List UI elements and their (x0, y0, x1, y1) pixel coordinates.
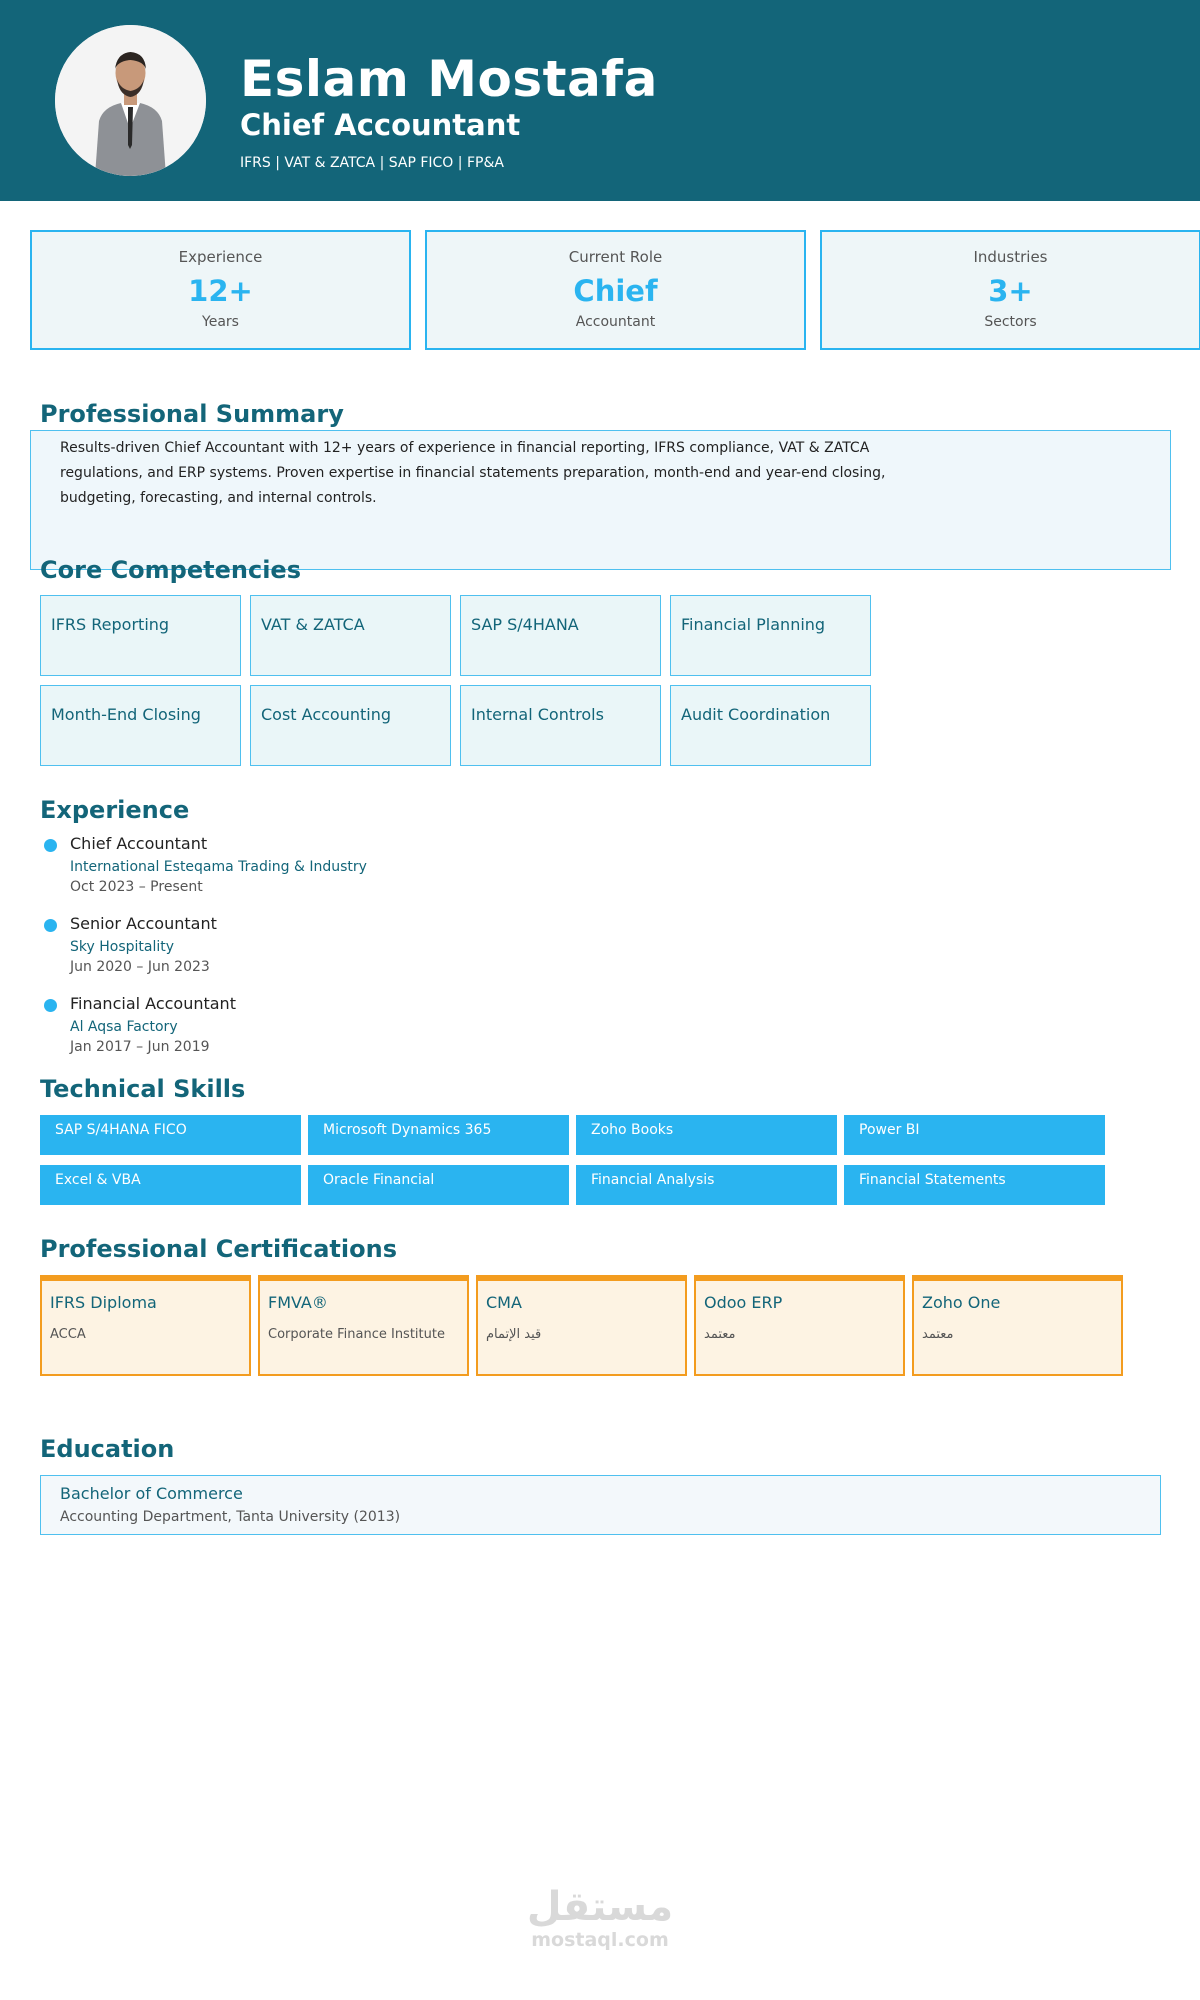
certification-card (912, 1275, 1123, 1376)
candidate-name: Eslam Mostafa (240, 50, 658, 108)
stat-sub: Accountant (575, 314, 656, 330)
certification-issuer: معتمد (922, 1327, 954, 1342)
header-tags: IFRS | VAT & ZATCA | SAP FICO | FP&A (240, 155, 504, 171)
stat-value: 12+ (188, 274, 253, 308)
job-dates: Jan 2017 – Jun 2019 (70, 1039, 210, 1055)
profile-photo-icon (55, 25, 206, 176)
summary-text: Results-driven Chief Accountant with 12+ years of experience in financial reporting, IFRS compliance, VAT & ZATCA regulations, and ERP systems. Proven expertise in financial statements preparation, month-end and year-end closing, budgeting, forecasting, and internal controls. (60, 440, 886, 506)
certification-name: Odoo ERP (704, 1293, 783, 1312)
certification-name: CMA (486, 1293, 522, 1312)
competencies-heading: Core Competencies (40, 556, 301, 584)
avatar (55, 25, 206, 176)
timeline-dot-icon (44, 999, 57, 1012)
job-title: Financial Accountant (70, 994, 236, 1013)
certification-issuer: معتمد (704, 1327, 736, 1342)
education-degree: Bachelor of Commerce (60, 1484, 243, 1503)
stat-sub: Years (202, 314, 239, 330)
competency-item: Financial Planning (670, 595, 871, 676)
mostaql-watermark (520, 1885, 680, 1951)
stat-card-industries (820, 230, 1200, 350)
stat-value: 3+ (988, 274, 1033, 308)
skill-tag: Power BI (844, 1115, 1105, 1155)
skill-tag: Excel & VBA (40, 1165, 301, 1205)
certification-name: IFRS Diploma (50, 1293, 157, 1312)
certification-card (476, 1275, 687, 1376)
competency-item: Cost Accounting (250, 685, 451, 766)
certification-issuer: ACCA (50, 1327, 86, 1342)
job-dates: Jun 2020 – Jun 2023 (70, 959, 210, 975)
competency-item: SAP S/4HANA (460, 595, 661, 676)
timeline-dot-icon (44, 839, 57, 852)
education-card (40, 1475, 1161, 1535)
certification-issuer: قيد الإتمام (486, 1327, 542, 1342)
watermark-arabic: مستقل (526, 1884, 674, 1930)
summary-heading: Professional Summary (40, 400, 344, 428)
competency-item: Audit Coordination (670, 685, 871, 766)
certification-name: FMVA® (268, 1293, 328, 1312)
stat-label: Industries (973, 248, 1048, 266)
job-company: Al Aqsa Factory (70, 1019, 178, 1035)
candidate-title: Chief Accountant (240, 108, 521, 142)
education-heading: Education (40, 1435, 175, 1463)
experience-heading: Experience (40, 796, 190, 824)
skills-heading: Technical Skills (40, 1075, 246, 1103)
certification-name: Zoho One (922, 1293, 1001, 1312)
header-banner (0, 0, 1200, 201)
stat-value: Chief (573, 274, 658, 308)
job-company: Sky Hospitality (70, 939, 175, 955)
stat-card-experience (30, 230, 411, 350)
competency-item: Internal Controls (460, 685, 661, 766)
stat-card-current-role (425, 230, 806, 350)
timeline-dot-icon (44, 919, 57, 932)
certification-card (258, 1275, 469, 1376)
education-details: Accounting Department, Tanta University (2013) (60, 1509, 401, 1525)
competency-item: IFRS Reporting (40, 595, 241, 676)
certifications-heading: Professional Certifications (40, 1235, 397, 1263)
stat-label: Current Role (568, 248, 663, 266)
skill-tag: SAP S/4HANA FICO (40, 1115, 301, 1155)
certification-card (40, 1275, 251, 1376)
certification-card (694, 1275, 905, 1376)
skill-tag: Financial Analysis (576, 1165, 837, 1205)
competency-item: VAT & ZATCA (250, 595, 451, 676)
skill-tag: Financial Statements (844, 1165, 1105, 1205)
job-title: Chief Accountant (70, 834, 208, 853)
stat-sub: Sectors (984, 314, 1037, 330)
stat-label: Experience (178, 248, 263, 266)
competency-item: Month-End Closing (40, 685, 241, 766)
job-company: International Esteqama Trading & Industry (70, 859, 367, 875)
job-dates: Oct 2023 – Present (70, 879, 203, 895)
skill-tag: Zoho Books (576, 1115, 837, 1155)
skill-tag: Microsoft Dynamics 365 (308, 1115, 569, 1155)
skill-tag: Oracle Financial (308, 1165, 569, 1205)
certification-issuer: Corporate Finance Institute (268, 1327, 445, 1342)
job-title: Senior Accountant (70, 914, 217, 933)
watermark-latin: mostaql.com (531, 1929, 669, 1951)
